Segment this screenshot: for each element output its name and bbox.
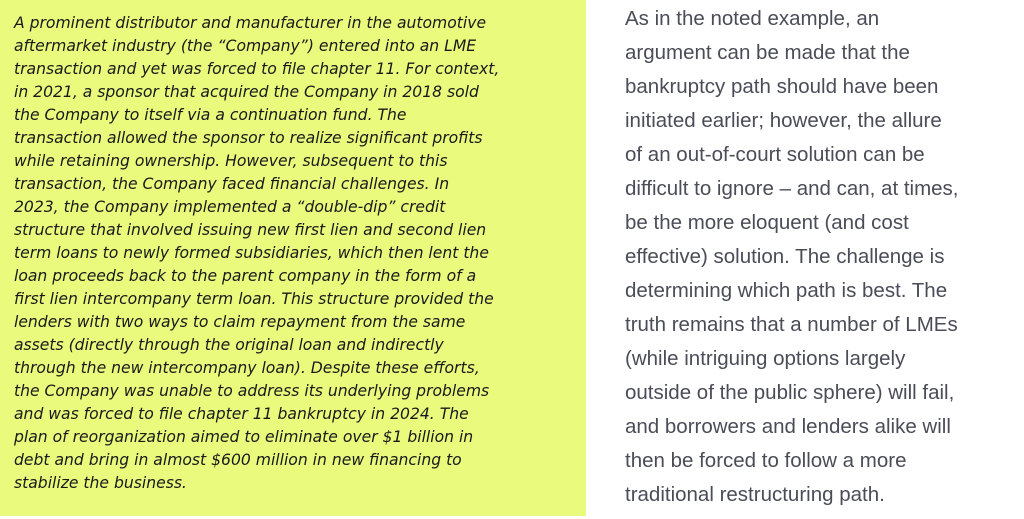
- body-paragraph: As in the noted example, an argument can be made that the bankruptcy path should have been initiated earlier; however, the allure of an out-of-court solution can be difficult to ignore – and can, at times, be the more eloquent (and cost effective) solution. The challenge is determining which path is best. The truth remains that a number of LMEs (while intriguing options largely outside of the public sphere) will fail, and borrowers and lenders alike will then be forced to follow a more traditional restructuring path.: [625, 7, 959, 506]
- body-column: [625, 2, 1020, 512]
- case-study-text: A prominent distributor and manufacturer in the automotive aftermarket industry (the “Company”) entered into an LME transaction and yet was forced to file chapter 11. For context, in 2021, a sponsor that acquired the Company in 2018 sold the Company to itself via a continuation fund. The transaction allowed the sponsor to realize significant profits while retaining ownership. However, subsequent to this transaction, the Company faced financial challenges. In 2023, the Company implemented a “double-dip” credit structure that involved issuing new first lien and second lien term loans to newly formed subsidiaries, which then lent the loan proceeds back to the parent company in the form of a first lien intercompany term loan. This structure provided the lenders with two ways to claim repayment from the same assets (directly through the original loan and indirectly through the new intercompany loan). Despite these efforts, the Company was unable to address its underlying problems and was forced to file chapter 11 bankruptcy in 2024. The plan of reorganization aimed to eliminate over $1 billion in debt and bring in almost $600 million in new financing to stabilize the business.: [14, 14, 500, 492]
